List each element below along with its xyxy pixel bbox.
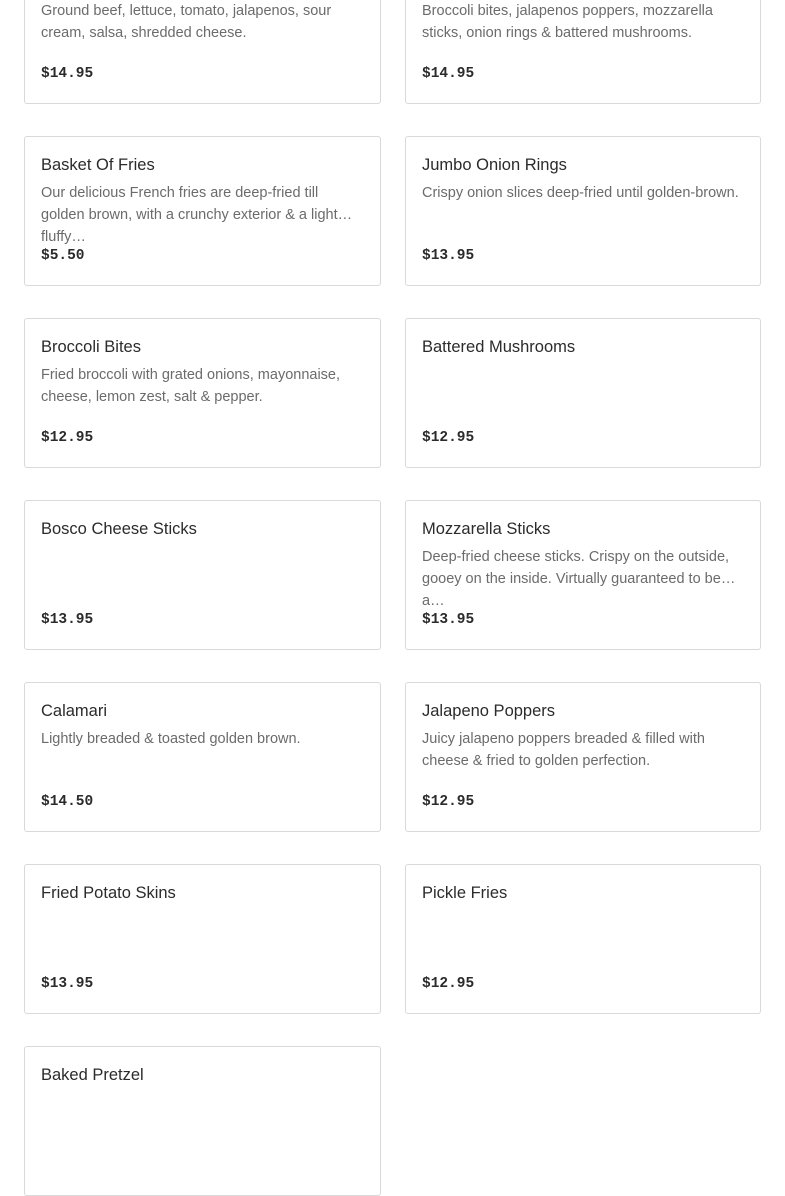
menu-item-name: Pickle Fries (422, 884, 508, 902)
menu-item-description: Lightly breaded & toasted golden brown. (41, 731, 301, 747)
menu-item-grid (24, 0, 761, 1196)
menu-item-price: $12.95 (422, 430, 475, 446)
menu-item-name: Calamari (41, 702, 108, 720)
menu-item-description: Broccoli bites, jalapenos poppers, mozzarella sticks, onion rings & battered mushrooms. (422, 3, 713, 41)
menu-item-name: Bosco Cheese Sticks (41, 520, 197, 538)
menu-item-price: $12.95 (422, 794, 475, 810)
menu-item-price: $14.95 (422, 66, 475, 82)
menu-item-card[interactable] (405, 0, 761, 104)
menu-item-card[interactable] (405, 136, 761, 286)
menu-item-name: Baked Pretzel (41, 1066, 144, 1084)
menu-item-name: Battered Mushrooms (422, 338, 576, 356)
menu-item-name: Jalapeno Poppers (422, 702, 556, 720)
menu-item-price: $12.95 (41, 430, 94, 446)
menu-item-price: $13.95 (422, 612, 475, 628)
menu-item-price: $14.95 (41, 66, 94, 82)
menu-item-card[interactable] (405, 500, 761, 650)
menu-item-name: Jumbo Onion Rings (422, 156, 567, 174)
menu-item-card[interactable] (405, 318, 761, 468)
menu-item-card[interactable] (405, 864, 761, 1014)
menu-item-description: Crispy onion slices deep-fried until golden-brown. (422, 185, 739, 201)
menu-item-card[interactable] (24, 682, 381, 832)
menu-item-name: Basket Of Fries (41, 156, 155, 174)
menu-item-name: Broccoli Bites (41, 338, 141, 356)
menu-item-description: Ground beef, lettuce, tomato, jalapenos, sour cream, salsa, shredded cheese. (41, 3, 332, 41)
menu-item-name: Mozzarella Sticks (422, 520, 551, 538)
menu-item-description: Fried broccoli with grated onions, mayonnaise, cheese, lemon zest, salt & pepper. (41, 367, 341, 405)
menu-item-description: Our delicious French fries are deep-fried till golden brown, with a crunchy exterior & a light fluffy… (41, 185, 338, 245)
menu-item-card[interactable] (24, 500, 381, 650)
menu-item-description: Juicy jalapeno poppers breaded & filled with cheese & fried to golden perfection. (422, 731, 705, 769)
menu-item-card[interactable] (24, 136, 381, 286)
menu-item-card[interactable] (24, 0, 381, 104)
menu-item-price: $14.50 (41, 794, 94, 810)
menu-item-name: Fried Potato Skins (41, 884, 176, 902)
menu-item-price: $5.50 (41, 248, 85, 264)
menu-item-description: Deep-fried cheese sticks. Crispy on the outside, gooey on the inside. Virtually guaranteed to be a… (422, 549, 730, 609)
menu-item-price: $13.95 (41, 612, 94, 628)
menu-item-card[interactable] (24, 318, 381, 468)
menu-item-card[interactable] (405, 682, 761, 832)
menu-item-card[interactable] (24, 864, 381, 1014)
menu-item-price: $13.95 (422, 248, 475, 264)
menu-item-price: $13.95 (41, 976, 94, 992)
menu-item-price: $12.95 (422, 976, 475, 992)
menu-item-card[interactable] (24, 1046, 381, 1196)
